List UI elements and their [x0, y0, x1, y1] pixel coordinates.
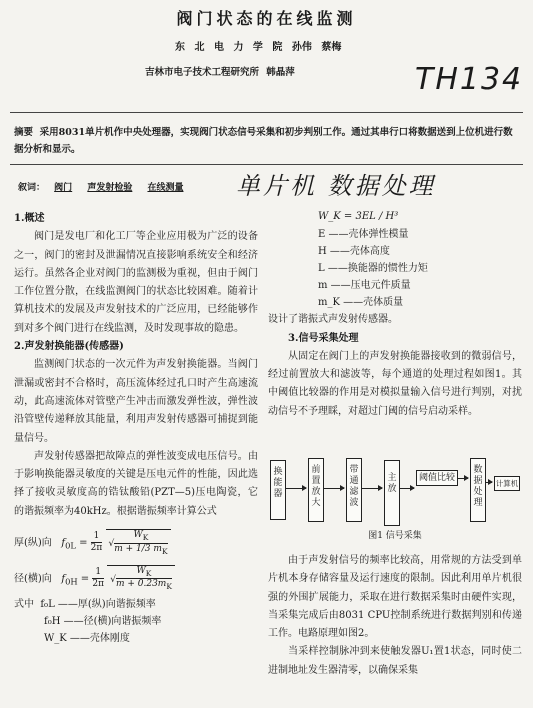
keyword: 在线测量: [147, 183, 184, 193]
equation-longitudinal: 厚(纵)向 $f_{0L}$ = $\frac{1}{2\pi}$ √ $\frac{W_K}{m + 1/3 m_K}$: [14, 529, 258, 557]
block-preamp: 前置放大: [308, 458, 324, 522]
paragraph: 阀门是发电厂和化工厂等企业应用极为广泛的设备之一，阀门的密封及泄漏情况直接影响系统安全和经济运行。虽然各企业对阀门的监测极为重视，但由于阀门工作位置分散，在线监测阀门的状态比较困难。随着计算机技术的发展及声发射技术的广泛应用，已经能够作到对多个阀门进行在线监测，及时发现事故的隐患。: [14, 231, 258, 334]
header-rule: [10, 112, 523, 113]
keywords-label: 叙词：: [18, 183, 46, 193]
arrow: [486, 482, 492, 483]
paper-title: 阀门状态的在线监测: [176, 9, 357, 28]
eq-symbol: f: [61, 537, 66, 549]
handwritten-keywords: 单片机 数据处理: [236, 172, 436, 200]
fraction-den: 2π: [90, 543, 103, 554]
abstract-label: 摘要: [14, 127, 34, 138]
eq-symbol: m + 1/3 m: [114, 543, 162, 554]
arrow: [400, 488, 414, 489]
definition: m ——压电元件质量: [318, 280, 411, 292]
symbol-definitions: [14, 596, 258, 647]
eq-symbol: W: [136, 565, 146, 576]
keyword: 声发射检验: [87, 183, 133, 193]
eq-subscript: K: [145, 568, 152, 578]
eq-subscript: K: [166, 582, 172, 592]
equation-radial: 径(横)向 $f_{0H}$ = $\frac{1}{2\pi}$ √ $\frac{W_K}{m + 0.23m_K}$: [14, 565, 258, 593]
figure-1-block-diagram: [268, 448, 522, 528]
keyword: 阀门: [54, 183, 73, 193]
eq-subscript: K: [142, 532, 149, 542]
radical: √ $\frac{W_K}{m + 1/3 m_K}$: [106, 529, 171, 557]
abstract-rule: [10, 164, 523, 165]
authors: 东 北 电 力 学 院 孙伟 蔡梅: [175, 42, 342, 53]
definition: W_K ——壳体刚度: [44, 633, 130, 645]
paragraph: 当采样控制脉冲到来使触发器U₁置1状态，同时使二进制地址发生器清零，以确保采集: [268, 646, 522, 676]
eq-symbol: W: [133, 530, 143, 541]
wk-formula: W_K = 3EL / H³: [318, 211, 399, 222]
eq-symbol: m + 0.23m: [115, 579, 167, 590]
definition: f₀L ——厚(纵)向谐振频率: [40, 599, 156, 611]
paragraph: 监测阀门状态的一次元件为声发射换能器。当阀门泄漏或密封不合格时，高压流体经过孔口时产生高速流动，此高速流体对管壁产生冲击而激发弹性波，弹性波沿管壁传递释放其能量，利用声发射传感器可捕捉到能量信号。: [14, 359, 258, 444]
section-heading: 3.信号采集处理: [288, 332, 359, 344]
arrow: [362, 488, 382, 489]
arrow: [458, 478, 468, 479]
affiliation: 吉林市电子技术工程研究所 韩晶萍: [145, 67, 295, 78]
block-threshold-comparator: 阈值比较: [416, 470, 458, 486]
arrow: [324, 488, 344, 489]
eq-subscript: 0H: [65, 575, 78, 586]
equation-label: 径(横)向: [14, 572, 52, 584]
abstract-text: 采用8031单片机作中央处理器，实现阀门状态信号采集和初步判别工作。通过其串行口将数据送到上位机进行数据分析和显示。: [14, 127, 513, 155]
where-label: 式中: [14, 599, 34, 611]
eq-symbol: f: [61, 572, 66, 584]
block-main-amp: 主放: [384, 460, 400, 526]
fraction: [91, 531, 103, 554]
paragraph: 由于声发射信号的频率比较高，用常规的方法受到单片机本身存储容量及运行速度的限制。因此利用单片机很强的外围扩展能力，采取在进行数据采集时由硬件实现，当采集完成后由8031 CPU控制系统进行数据判别和传递工作。电路原理如图2。: [268, 555, 522, 640]
block-computer: 计算机: [494, 476, 520, 491]
paragraph: 声发射传感器把故障点的弹性波变成电压信号。由于影响换能器灵敏度的关键是压电元件的性能，因此选择了接收灵敏度高的锆钛酸铅(PZT—5)压电陶瓷，它的谐振频率为40kHz。根据谐振频率计算公式: [14, 450, 258, 517]
definition: H ——壳体高度: [318, 246, 390, 258]
block-data-processing: 数据处理: [470, 458, 486, 522]
paragraph: 设计了谐振式声发射传感器。: [268, 314, 398, 326]
section-heading: 2.声发射换能器(传感器): [14, 341, 124, 353]
block-bandpass-filter: 带通滤波: [346, 458, 362, 522]
definition: m_K ——壳体质量: [318, 297, 404, 309]
left-column: [14, 210, 258, 647]
radical: √ $\frac{W_K}{m + 0.23m_K}$: [107, 565, 175, 593]
right-column-lower: [268, 552, 522, 680]
block-transducer: 换能器: [270, 460, 286, 520]
fraction-num: 1: [92, 567, 104, 579]
fraction-den: 2π: [92, 578, 105, 589]
definition: L ——换能器的惯性力矩: [318, 263, 428, 275]
arrow: [286, 488, 306, 489]
handwritten-catalog-id: TH134: [415, 62, 524, 97]
symbol-definitions: [268, 226, 522, 311]
eq-subscript: K: [161, 546, 168, 556]
definition: f₀H ——径(横)向谐振频率: [44, 616, 162, 628]
section-heading: 1.概述: [14, 213, 45, 224]
figure-caption: 图1 信号采集: [368, 531, 422, 541]
keywords: [18, 180, 189, 193]
fraction-num: 1: [91, 531, 103, 543]
fraction: [92, 567, 104, 590]
equation-label: 厚(纵)向: [14, 537, 52, 549]
definition: E ——壳体弹性模量: [318, 229, 409, 241]
right-column: [268, 208, 522, 421]
paragraph: 从固定在阀门上的声发射换能器接收到的微弱信号，经过前置放大和滤波等，每个通道的处理过程如图1。其中阈值比较器的作用是对模拟量输入信号进行判别，对扰动信号不予理睬，对超过门阈的信号启动采样。: [268, 350, 522, 417]
eq-subscript: 0L: [65, 540, 76, 551]
abstract: [14, 124, 522, 158]
